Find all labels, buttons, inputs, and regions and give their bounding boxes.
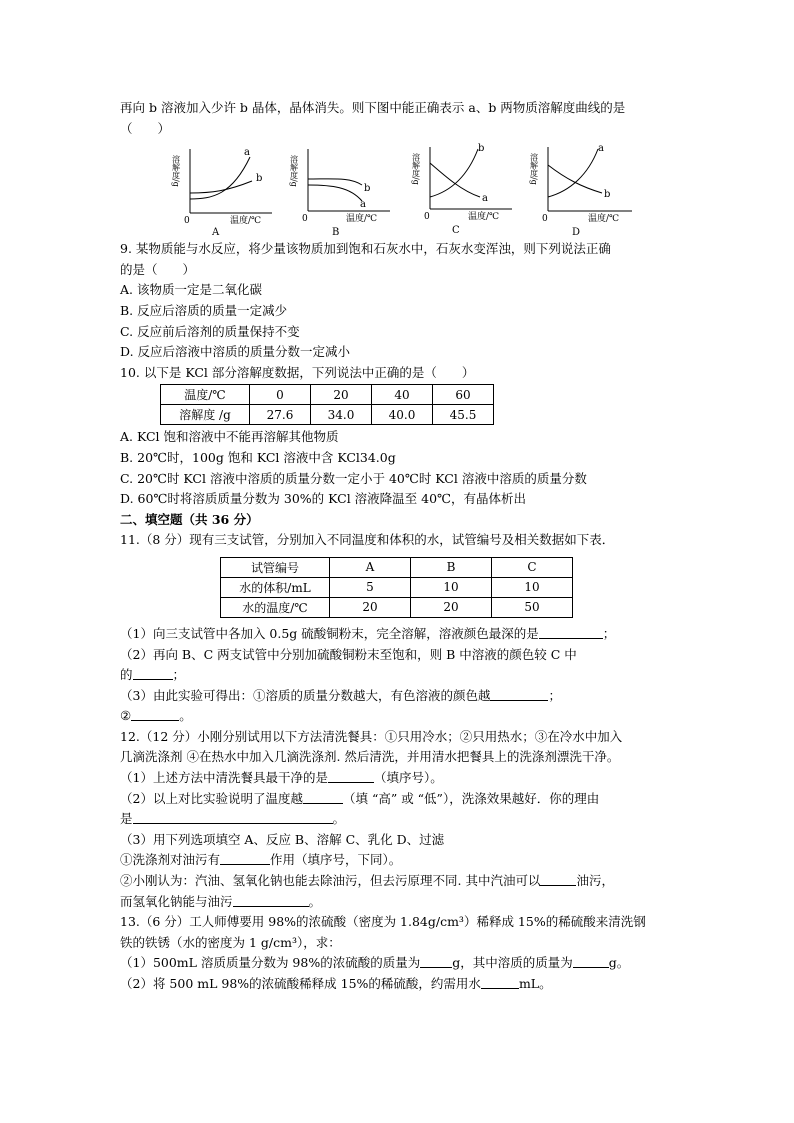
chart-c-option-label: C [452, 225, 460, 237]
q10-stem: 10. 以下是 KCl 部分溶解度数据，下列说法中正确的是（ ） [120, 364, 475, 380]
q13-part2-text: （2）将 500 mL 98%的浓硫酸稀释成 15%的稀硫酸，约需用水 [120, 976, 481, 991]
q13-part1 [120, 953, 690, 974]
chart-a-xlabel: 温度/℃ [230, 216, 262, 227]
q10-option-a: A. KCl 饱和溶液中不能再溶解其他物质 [120, 429, 339, 445]
table-cell: 45.5 [433, 405, 494, 425]
chart-c-label-a: a [482, 193, 488, 205]
chart-option-d [529, 141, 642, 239]
chart-b-curve-b [308, 179, 362, 185]
q12-part3: （3）用下列选项填空 A、反应 B、溶解 C、乳化 D、过滤 [120, 831, 445, 847]
chart-option-a [172, 141, 282, 237]
chart-c-svg [412, 141, 522, 237]
answer-blank[interactable] [573, 955, 609, 968]
answer-blank[interactable] [133, 811, 333, 824]
chart-d-origin: 0 [542, 214, 548, 225]
q8-stem-line2: （ ） [120, 120, 171, 136]
table-cell: 20 [411, 597, 492, 617]
q11-part3b-text: ② [120, 708, 132, 724]
q9-option-c: C. 反应前后溶剂的质量保持不变 [120, 323, 300, 339]
q13-part1-end: g。 [608, 955, 630, 971]
q12-part1-end: （填序号）。 [373, 770, 443, 786]
table-cell: 40.0 [372, 405, 433, 425]
q12-part3a-text: ①洗涤剂对油污有 [120, 852, 221, 868]
q13-line1: 13.（6 分）工人师傅要用 98%的浓硫酸（密度为 1.84g/cm³）稀释成 15%的稀硫酸来清洗钢 [120, 914, 646, 930]
q8-charts [120, 141, 690, 237]
answer-blank[interactable] [133, 667, 173, 680]
q12-part2b-text: 是 [120, 811, 133, 827]
q12-line1: 12.（12 分）小刚分别试用以下方法清洗餐具：①只用冷水；②只用热水；③在冷水中加入 [120, 728, 623, 744]
q12-part3b-text: ②小刚认为：汽油、氢氧化钠也能去除油污，但去污原理不同. 其中汽油可以 [120, 873, 541, 889]
q12-part3b-end: 油污， [576, 873, 614, 889]
answer-blank[interactable] [481, 976, 519, 989]
chart-b-origin: 0 [302, 214, 308, 225]
chart-c-label-b: b [478, 143, 485, 155]
answer-blank[interactable] [131, 708, 179, 721]
chart-d-label-b: b [604, 189, 611, 201]
chart-d-curve-a [548, 149, 598, 197]
q12-part2-text: （2）以上对比实验说明了温度越 [120, 790, 303, 806]
q11-part3a-text: （3）由此实验可得出：①溶质的质量分数越大，有色溶液的颜色越 [120, 687, 491, 703]
q10-kcl-table [160, 384, 494, 425]
q11-part3b [120, 706, 690, 727]
answer-blank[interactable] [328, 770, 374, 783]
table-cell: 溶解度 /g [161, 405, 250, 425]
exam-page [120, 98, 690, 995]
q13-part2 [120, 974, 690, 995]
answer-blank[interactable] [539, 626, 603, 639]
q13-part1-text: （1）500mL 溶质质量分数为 98%的浓硫酸的质量为 [120, 955, 421, 971]
chart-d-ylabel: 溶解度/g [529, 153, 539, 186]
q13-line2: 铁的铁锈（水的密度为 1 g/cm³），求： [120, 934, 341, 950]
q10-option-c: C. 20℃时 KCl 溶液中溶质的质量分数一定小于 40℃时 KCl 溶液中溶质的质量分数 [120, 470, 587, 486]
q11-part1-text: （1）向三支试管中各加入 0.5g 硫酸铜粉末，完全溶解，溶液颜色最深的是 [120, 625, 539, 641]
table-cell: 34.0 [311, 405, 372, 425]
q9-line2: 的是（ ） [120, 261, 196, 277]
q12-part3a [120, 850, 690, 871]
chart-c-origin: 0 [424, 212, 430, 223]
q12-part2-end: （填 “高” 或 “低”），洗涤效果越好．你的理由 [342, 790, 600, 806]
table-cell: 试管编号 [221, 557, 330, 577]
q12-part2b [120, 809, 690, 830]
chart-d-option-label: D [572, 227, 581, 239]
chart-d-svg [529, 141, 642, 239]
chart-b-curve-a [308, 185, 362, 201]
q13-part2-end: mL。 [518, 976, 552, 991]
q11-part2a: （2）再向 B、C 两支试管中分别加硫酸铜粉末至饱和，则 B 中溶液的颜色较 C 中 [120, 646, 577, 662]
table-cell: 水的温度/℃ [221, 597, 330, 617]
chart-d-curve-b [548, 165, 602, 193]
chart-d-label-a: a [598, 143, 604, 155]
chart-a-label-a: a [244, 147, 250, 159]
q9-option-a: A. 该物质一定是二氧化碳 [120, 282, 262, 298]
q11-test-tube-table [220, 557, 573, 618]
table-row [221, 557, 573, 577]
q11-part2b [120, 665, 690, 686]
table-cell: 10 [411, 577, 492, 597]
table-row [221, 577, 573, 597]
chart-c-curve-b [430, 149, 478, 197]
chart-b-label-a: a [360, 199, 366, 211]
chart-b-label-b: b [364, 183, 371, 195]
q10-option-d: D. 60℃时将溶质质量分数为 30%的 KCl 溶液降温至 40℃，有晶体析出 [120, 491, 527, 507]
chart-c-ylabel: 溶解度/g [411, 153, 421, 186]
table-cell: C [492, 557, 573, 577]
q11-part3a-end: ； [548, 687, 561, 703]
q11-part1 [120, 624, 690, 645]
answer-blank[interactable] [420, 955, 452, 968]
q12-part2 [120, 789, 690, 810]
chart-b-svg [289, 141, 402, 239]
table-row [221, 597, 573, 617]
chart-a-label-b: b [256, 173, 263, 185]
q12-part3c-end: 。 [308, 893, 322, 909]
q11-part2b-end: ； [172, 667, 186, 683]
table-cell: 20 [311, 385, 372, 405]
chart-a-ylabel: 溶解度/g [171, 155, 181, 188]
table-cell: A [330, 557, 411, 577]
table-cell: 20 [330, 597, 411, 617]
table-cell: 40 [372, 385, 433, 405]
table-cell: 60 [433, 385, 494, 405]
chart-c-curve-a [430, 163, 480, 197]
table-cell: B [411, 557, 492, 577]
table-row [161, 405, 494, 425]
answer-blank[interactable] [540, 873, 576, 886]
chart-a-svg [172, 141, 282, 237]
q11-part3a [120, 686, 690, 707]
table-cell: 温度/℃ [161, 385, 250, 405]
table-cell: 水的体积/mL [221, 577, 330, 597]
answer-blank[interactable] [233, 894, 309, 907]
q12-part3c [120, 892, 690, 913]
answer-blank[interactable] [490, 688, 548, 701]
table-cell: 10 [492, 577, 573, 597]
chart-option-b [289, 141, 402, 239]
answer-blank[interactable] [303, 791, 343, 804]
q11-part1-end: ； [602, 625, 616, 641]
section-title: 二、填空题（共 36 分） [120, 511, 259, 527]
q12-part3a-end: 作用（填序号，下同）。 [270, 852, 402, 868]
q12-part3c-text: 而氢氧化钠能与油污 [120, 893, 233, 909]
chart-d-xlabel: 温度/℃ [588, 214, 620, 225]
q11-part3b-end: 。 [179, 708, 192, 724]
answer-blank[interactable] [220, 852, 270, 865]
q12-line2: 几滴洗涤剂 ④在热水中加入几滴洗涤剂. 然后清洗，并用清水把餐具上的洗涤剂漂洗干净。 [120, 749, 620, 765]
table-cell: 0 [250, 385, 311, 405]
table-cell: 27.6 [250, 405, 311, 425]
chart-option-c [412, 141, 522, 237]
q8-stem-line1: 再向 b 溶液加入少许 b 晶体，晶体消失。则下图中能正确表示 a、b 两物质溶解度曲线的是 [120, 100, 626, 115]
q12-part2b-end: 。 [332, 811, 346, 827]
q10-option-b: B. 20℃时，100g 饱和 KCl 溶液中含 KCl34.0g [120, 449, 396, 465]
table-cell: 5 [330, 577, 411, 597]
chart-c-xlabel: 温度/℃ [468, 212, 500, 223]
chart-b-ylabel: 溶解度/g [289, 155, 299, 188]
q9-option-d: D. 反应后溶液中溶质的质量分数一定减小 [120, 344, 351, 360]
q13-part1-mid: g，其中溶质的质量为 [452, 955, 573, 971]
q11-stem: 11.（8 分）现有三支试管，分别加入不同温度和体积的水，试管编号及相关数据如下表． [120, 532, 615, 548]
q11-part2b-text: 的 [120, 667, 133, 683]
chart-a-curve-b [190, 181, 252, 193]
chart-a-origin: 0 [184, 216, 190, 227]
chart-b-option-label: B [332, 227, 340, 239]
q12-part1-text: （1）上述方法中清洗餐具最干净的是 [120, 770, 328, 786]
q9-line1: 9. 某物质能与水反应，将少量该物质加到饱和石灰水中，石灰水变浑浊，则下列说法正确 [120, 241, 611, 257]
table-cell: 50 [492, 597, 573, 617]
q9-option-b: B. 反应后溶质的质量一定减少 [120, 302, 288, 318]
chart-a-option-label: A [212, 227, 220, 239]
chart-b-xlabel: 温度/℃ [346, 214, 378, 225]
q12-part1 [120, 768, 690, 789]
table-row [161, 385, 494, 405]
q12-part3b [120, 871, 690, 892]
